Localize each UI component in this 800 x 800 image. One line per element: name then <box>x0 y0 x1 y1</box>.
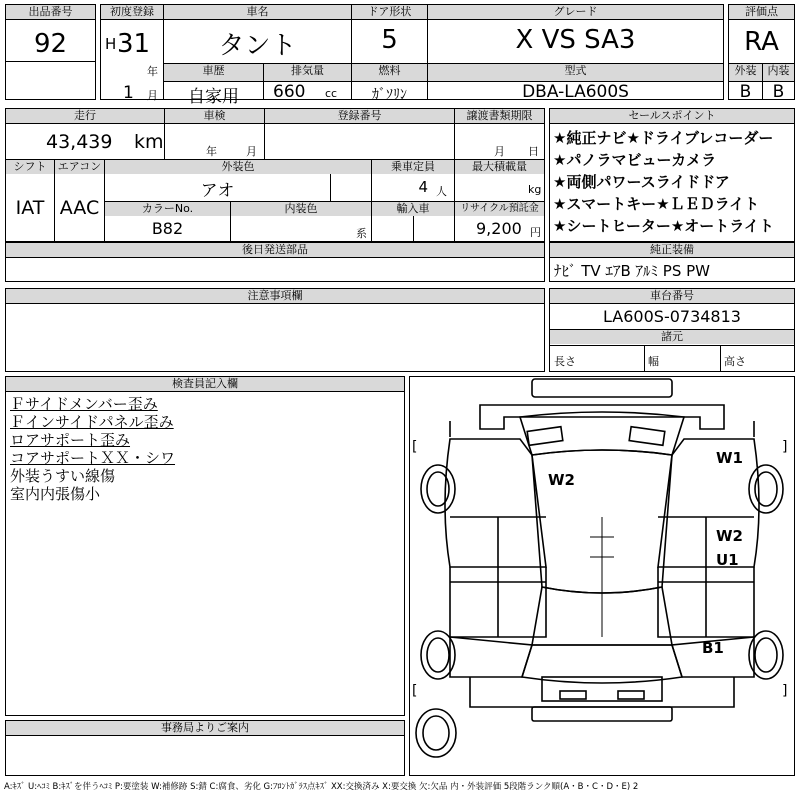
score: RA <box>744 27 779 57</box>
ext-color: アオ <box>200 181 235 201</box>
disp-label: 排気量 <box>264 64 351 81</box>
capacity: 4 <box>418 178 428 196</box>
fuel-label: 燃料 <box>352 64 427 81</box>
equipment-value: ﾅﾋﾞ TV ｴｱB ｱﾙﾐ PS PW <box>554 262 710 280</box>
disp-unit: cc <box>325 87 338 100</box>
bracket-left-top: [ <box>412 439 418 455</box>
sales-point: ★スマートキー★ＬＥＤライト <box>553 195 760 213</box>
import-label: 輸入車 <box>372 202 454 216</box>
chassis-number: LA600S-0734813 <box>603 307 741 326</box>
recycle-label: リサイクル預託金 <box>455 202 544 216</box>
grade-label: グレード <box>428 5 723 19</box>
inspector-note: 外装うすい線傷 <box>10 467 116 485</box>
int-label: 内装 <box>763 64 794 81</box>
fuel: ｶﾞｿﾘﾝ <box>372 87 407 103</box>
shift-label: シフト <box>6 160 54 174</box>
inspector-note: 室内内張傷小 <box>10 485 101 503</box>
history-label: 車歴 <box>164 64 263 81</box>
dim-height-label: 高さ <box>724 355 746 368</box>
chassis <box>549 288 795 372</box>
int-score: B <box>772 82 785 102</box>
sales-point: ★両側パワースライドドア <box>553 173 730 191</box>
office-label: 事務局よりご案内 <box>6 721 404 735</box>
equipment <box>549 242 795 282</box>
history: 自家用 <box>188 87 239 107</box>
dim-length-label: 長さ <box>554 355 576 368</box>
car-name: タント <box>218 31 297 61</box>
ins-year-unit: 年 <box>206 145 217 158</box>
inspector-note: ロアサポート歪み <box>10 431 131 449</box>
intcolor-unit: 系 <box>356 227 367 240</box>
dims-label: 諸元 <box>550 330 794 344</box>
reg-year: 31 <box>117 29 151 59</box>
car-name-label: 車名 <box>164 5 351 19</box>
damage-mark: W2 <box>716 527 743 545</box>
doors-label: ドア形状 <box>352 5 427 19</box>
inspector-note: コアサポートＸＸ・シワ <box>10 449 176 467</box>
inspector-note: Ｆインサイドパネル歪み <box>10 413 174 431</box>
car-diagram-panel <box>409 376 795 776</box>
colorno-label: カラーNo. <box>105 202 230 216</box>
doors: 5 <box>381 25 398 55</box>
later-parts-label: 後日発送部品 <box>6 243 544 257</box>
model: DBA-LA600S <box>522 82 629 102</box>
reg-month: 1 <box>123 83 134 103</box>
capacity-unit: 人 <box>436 185 447 198</box>
car-diagram <box>410 377 794 775</box>
sales-point: ★純正ナビ★ドライブレコーダー <box>553 129 774 147</box>
ext-score: B <box>739 82 752 102</box>
dim-width-label: 幅 <box>648 355 659 368</box>
shift: IAT <box>15 197 45 219</box>
color-number: B82 <box>151 219 184 238</box>
tr-day-unit: 日 <box>528 145 539 158</box>
inspector-label: 検査員記入欄 <box>6 377 404 391</box>
legend: A:ｷｽﾞ U:ﾍｺﾐ B:ｷｽﾞを伴うﾍｺﾐ P:要塗装 W:補修跡 S:錆 C:腐食、劣化 G:ﾌﾛﾝﾄｶﾞﾗｽ点ｷｽﾞ XX:交換済み X:要交換 欠:欠品 内・外装評価 5段階ランク順(A・B・C・D・E) 2 <box>4 782 639 792</box>
reg-label: 初度登録 <box>101 5 163 19</box>
aircon: AAC <box>59 197 100 219</box>
ext-label: 外装 <box>729 64 762 81</box>
damage-mark: W1 <box>716 449 743 467</box>
plate-label: 登録番号 <box>265 109 454 123</box>
equipment-label: 純正装備 <box>550 243 794 257</box>
mileage: 43,439 <box>46 131 113 153</box>
load-label: 最大積載量 <box>455 160 544 174</box>
transfer-label: 譲渡書類期限 <box>455 109 544 123</box>
lot-label: 出品番号 <box>6 5 95 19</box>
mileage-label: 走行 <box>6 109 164 123</box>
bracket-right-top: ] <box>782 439 788 455</box>
chassis-label: 車台番号 <box>550 289 794 303</box>
displacement: 660 <box>273 82 306 102</box>
sales-point: ★シートヒーター★オートライト <box>553 217 774 235</box>
capacity-label: 乗車定員 <box>372 160 454 174</box>
inspection-label: 車検 <box>165 109 264 123</box>
grade: X VS SA3 <box>515 25 636 55</box>
recycle-fee: 9,200 <box>476 219 522 238</box>
month-unit: 月 <box>147 89 158 102</box>
ac-label: エアコン <box>55 160 104 174</box>
damage-mark: U1 <box>716 551 739 569</box>
sales-point: ★パノラマビューカメラ <box>553 151 717 169</box>
lot-number: 92 <box>33 29 68 59</box>
load-unit: kg <box>528 183 542 196</box>
tr-month-unit: 月 <box>494 145 505 158</box>
spec-table <box>5 108 545 242</box>
ins-month-unit: 月 <box>246 145 257 158</box>
notes-label: 注意事項欄 <box>6 289 544 303</box>
era: H <box>105 35 117 53</box>
score-box <box>728 4 795 100</box>
office-info <box>5 720 405 776</box>
year-unit: 年 <box>147 65 158 78</box>
inspector-note: Ｆサイドメンバー歪み <box>10 395 158 413</box>
damage-mark: B1 <box>702 639 724 657</box>
later-parts <box>5 242 545 282</box>
intcolor-label: 内装色 <box>231 202 371 216</box>
bracket-right-bottom: ] <box>782 683 788 699</box>
score-label: 評価点 <box>729 5 794 19</box>
recycle-unit: 円 <box>530 226 541 239</box>
damage-mark: W2 <box>548 471 575 489</box>
lot-box <box>5 4 96 100</box>
color-label: 外装色 <box>105 160 371 174</box>
mileage-unit: km <box>134 131 164 153</box>
model-label: 型式 <box>428 64 723 81</box>
notes <box>5 288 545 372</box>
sales-points-label: セールスポイント <box>550 109 794 123</box>
bracket-left-bottom: [ <box>412 683 418 699</box>
header-table <box>100 4 724 107</box>
